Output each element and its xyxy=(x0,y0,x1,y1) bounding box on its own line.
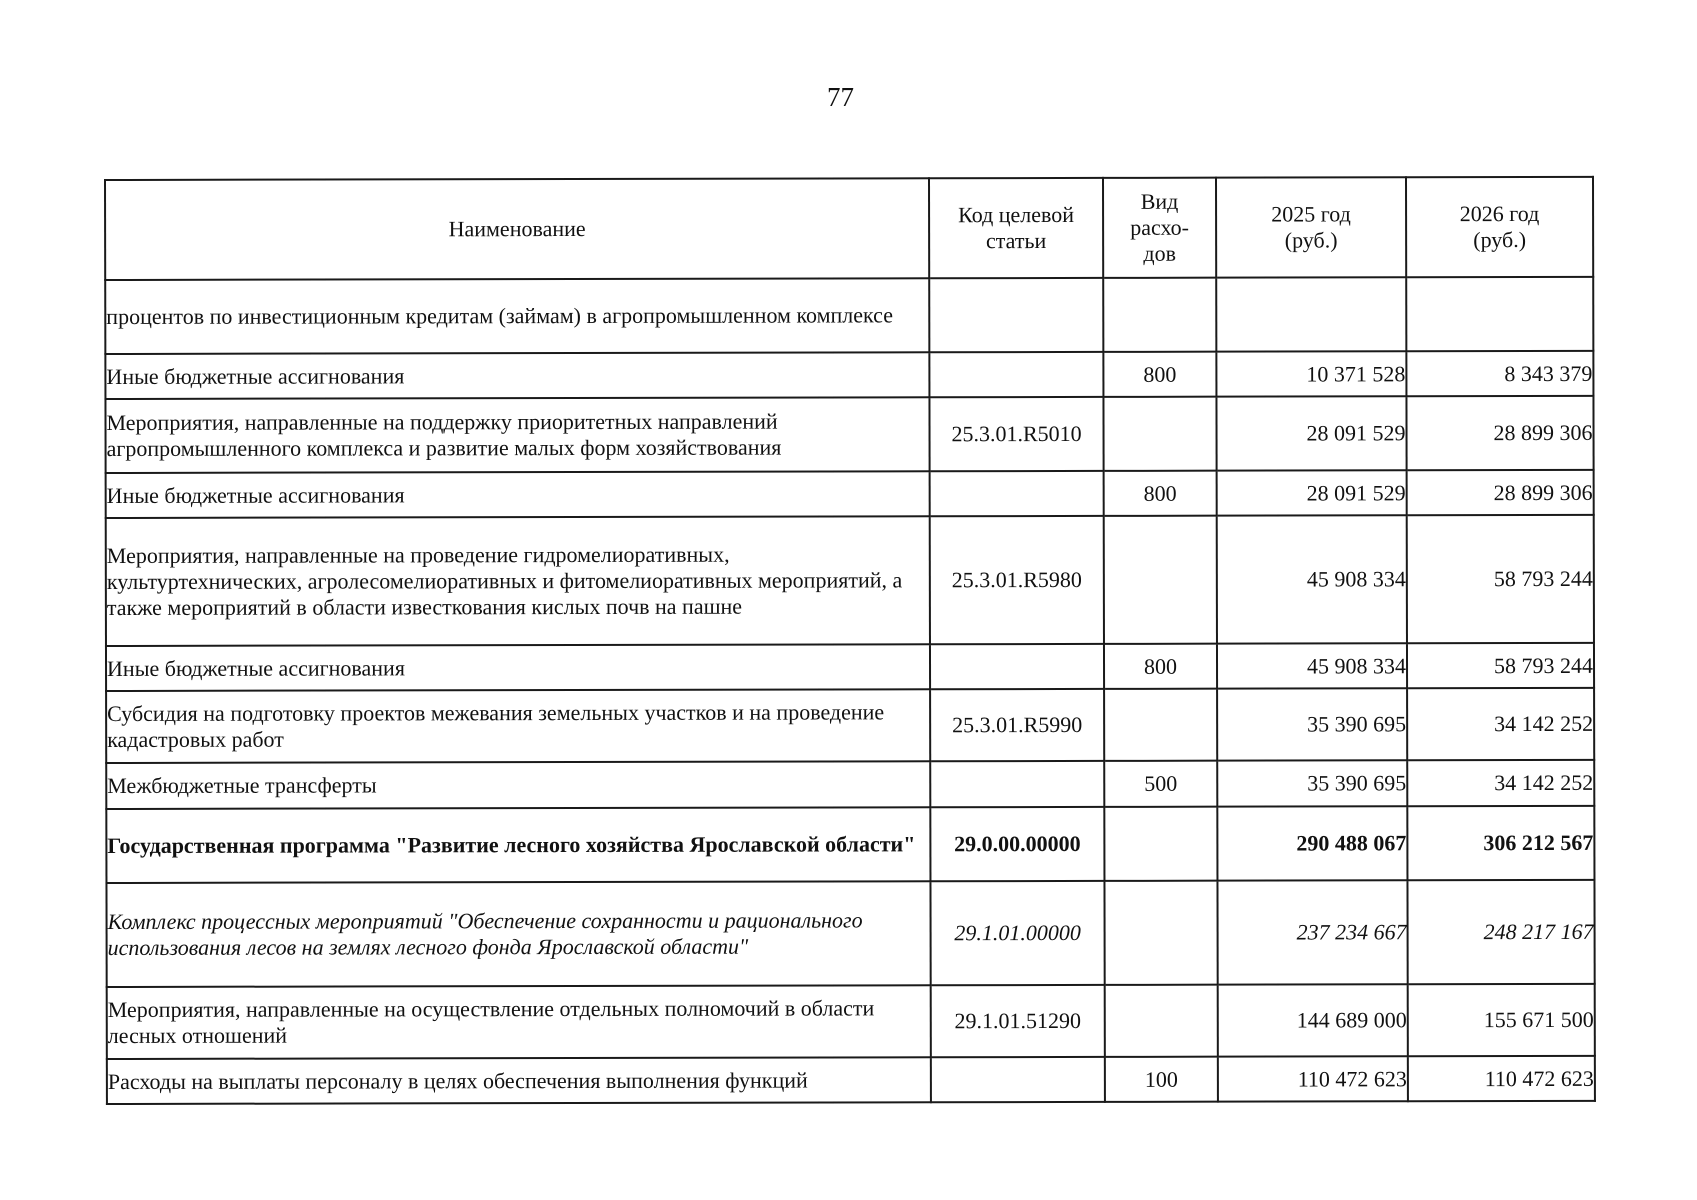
row-2026: 34 142 252 xyxy=(1407,688,1594,760)
row-type xyxy=(1104,689,1217,761)
row-name: Комплекс процессных мероприятий "Обеспечение сохранности и рационального использования лесов на землях лесного фонда Ярославской области" xyxy=(106,881,930,987)
row-type xyxy=(1105,985,1218,1057)
row-2025: 45 908 334 xyxy=(1217,643,1407,688)
row-type: 800 xyxy=(1104,471,1217,516)
row-type xyxy=(1104,881,1217,985)
row-2026 xyxy=(1406,277,1593,351)
row-type xyxy=(1104,516,1217,644)
row-code: 25.3.01.R5980 xyxy=(930,516,1104,644)
row-code: 25.3.01.R5010 xyxy=(929,397,1103,471)
budget-table xyxy=(104,176,1596,1105)
row-code: 25.3.01.R5990 xyxy=(930,689,1104,761)
row-name: Иные бюджетные ассигнования xyxy=(105,352,929,399)
row-type: 100 xyxy=(1105,1057,1218,1102)
row-name: Мероприятия, направленные на осуществление отдельных полномочий в области лесных отношений xyxy=(107,985,931,1059)
row-code: 29.1.01.00000 xyxy=(930,881,1104,985)
page-number: 77 xyxy=(827,82,854,112)
row-name: Межбюджетные трансферты xyxy=(106,761,930,809)
header-type: Вид расхо-дов xyxy=(1103,178,1216,278)
row-code xyxy=(930,471,1104,516)
row-code xyxy=(931,1057,1105,1102)
row-code xyxy=(930,761,1104,807)
table-row xyxy=(106,760,1594,809)
header-code: Код целевой статьи xyxy=(929,178,1103,278)
row-2026: 248 217 167 xyxy=(1407,880,1594,984)
row-2026: 306 212 567 xyxy=(1407,806,1594,880)
table-row xyxy=(106,515,1594,646)
row-type xyxy=(1104,807,1217,881)
row-2025: 237 234 667 xyxy=(1217,880,1407,984)
table-row xyxy=(105,396,1593,473)
row-type: 800 xyxy=(1103,352,1216,397)
row-2025: 35 390 695 xyxy=(1217,760,1407,806)
row-type: 500 xyxy=(1104,761,1217,807)
row-2026: 8 343 379 xyxy=(1406,351,1593,396)
row-2025: 144 689 000 xyxy=(1218,984,1408,1056)
row-code xyxy=(930,644,1104,689)
table-row xyxy=(106,643,1594,691)
table-row xyxy=(106,806,1594,883)
header-2026: 2026 год (руб.) xyxy=(1406,177,1593,277)
row-code xyxy=(929,278,1103,352)
row-name: Расходы на выплаты персоналу в целях обеспечения выполнения функций xyxy=(107,1057,931,1104)
row-type xyxy=(1103,278,1216,352)
row-name: Иные бюджетные ассигнования xyxy=(106,471,930,518)
header-2025: 2025 год (руб.) xyxy=(1216,177,1406,277)
row-name: Иные бюджетные ассигнования xyxy=(106,644,930,691)
table-row xyxy=(106,688,1594,763)
table-row xyxy=(105,351,1593,399)
row-2026: 28 899 306 xyxy=(1406,396,1593,470)
row-name: Государственная программа "Развитие лесного хозяйства Ярославской области" xyxy=(106,807,930,883)
row-name: Мероприятия, направленные на проведение гидромелиоративных, культуртехнических, агролесомелиоративных и фитомелиоративных мероприятий, а также мероприятий в области известкования кислых почв на пашне xyxy=(106,516,930,646)
row-2026: 58 793 244 xyxy=(1407,643,1594,688)
row-2025: 45 908 334 xyxy=(1217,515,1407,643)
row-2026: 34 142 252 xyxy=(1407,760,1594,806)
row-name: процентов по инвестиционным кредитам (займам) в агропромышленном комплексе xyxy=(105,278,929,354)
row-2025: 28 091 529 xyxy=(1216,396,1406,470)
row-type: 800 xyxy=(1104,644,1217,689)
row-2026: 58 793 244 xyxy=(1407,515,1594,643)
table-row xyxy=(106,880,1594,987)
table-row xyxy=(107,984,1595,1059)
row-code: 29.0.00.00000 xyxy=(930,807,1104,881)
row-2025 xyxy=(1216,277,1406,351)
row-code xyxy=(929,352,1103,397)
row-type xyxy=(1103,397,1216,471)
row-2025: 28 091 529 xyxy=(1217,470,1407,515)
row-2025: 110 472 623 xyxy=(1218,1056,1408,1101)
header-name: Наименование xyxy=(105,178,929,280)
row-2025: 35 390 695 xyxy=(1217,688,1407,760)
row-code: 29.1.01.51290 xyxy=(931,985,1105,1057)
row-2026: 155 671 500 xyxy=(1408,984,1595,1056)
table-row xyxy=(107,1056,1595,1104)
table-row xyxy=(105,277,1593,354)
row-name: Субсидия на подготовку проектов межевания земельных участков и на проведение кадастровых работ xyxy=(106,689,930,763)
table-header-row xyxy=(105,177,1593,280)
row-2026: 110 472 623 xyxy=(1408,1056,1595,1101)
row-2025: 10 371 528 xyxy=(1216,351,1406,396)
row-2025: 290 488 067 xyxy=(1217,806,1407,880)
row-name: Мероприятия, направленные на поддержку приоритетных направлений агропромышленного комплекса и развитие малых форм хозяйствования xyxy=(105,397,929,473)
table-row xyxy=(106,470,1594,518)
row-2026: 28 899 306 xyxy=(1407,470,1594,515)
